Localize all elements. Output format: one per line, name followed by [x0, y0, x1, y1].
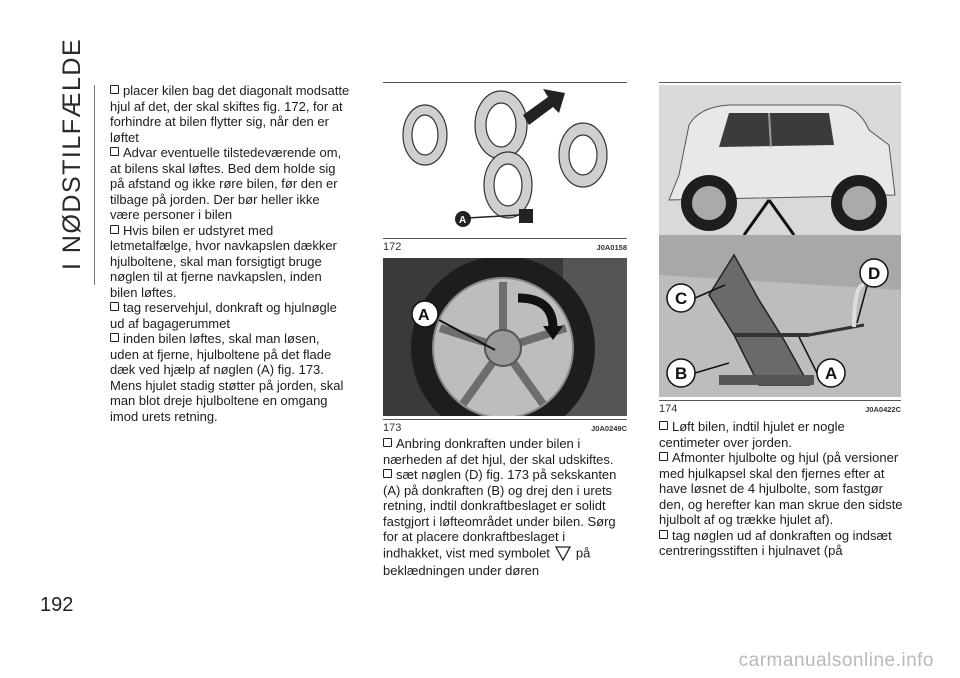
figure-173-caption-rule [383, 419, 627, 420]
checkbox-bullet-icon [659, 452, 668, 461]
checkbox-bullet-icon [110, 147, 119, 156]
figure-174-callout-b: B [675, 364, 688, 383]
section-divider [94, 85, 95, 285]
figure-174-image [659, 85, 901, 397]
figure-174-callout-a: A [825, 364, 838, 383]
figure-174-caption [659, 403, 901, 417]
list-item: Advar eventuelle tilstedeværende om, at bilens skal løftes. Bed dem holde sig på afstand og ikke røre bilen, før den er tilbage på jorden. Der bør heller ikke være personer i bilen [110, 145, 342, 222]
column-1 [110, 83, 350, 424]
figure-172-callout-a: A [459, 215, 467, 226]
checkbox-bullet-icon [659, 530, 668, 539]
checkbox-bullet-icon [110, 333, 119, 342]
checkbox-bullet-icon [659, 421, 668, 430]
tires-illustration [383, 85, 627, 235]
page-number: 192 [40, 594, 74, 616]
figure-173-code: J0A0249C [591, 424, 627, 433]
figure-174-top-rule [659, 82, 901, 83]
list-item: tag nøglen ud af donkraften og indsæt centreringsstiften i hjulnavet (på [659, 527, 892, 558]
checkbox-bullet-icon [110, 225, 119, 234]
checkbox-bullet-icon [383, 469, 392, 478]
figure-174-callout-d: D [868, 264, 881, 283]
figure-174-code: J0A0422C [865, 405, 901, 414]
figure-174-number: 174 [659, 403, 678, 415]
column-3 [659, 419, 903, 559]
checkbox-bullet-icon [110, 302, 119, 311]
figure-173-callout-a: A [418, 307, 430, 324]
list-item: tag reservehjul, donkraft og hjulnøgle ud af bagagerummet [110, 300, 337, 331]
figure-172-top-rule [383, 82, 627, 83]
list-item: sæt nøglen (D) fig. 173 på sekskanten (A) på donkraften (B) og drej den i urets retning, indtil donkraftbeslaget er solidt fastgjort i løfteområdet under bilen. Sørg for at placere donkraftbeslaget i indhakket, vist med symbolet på beklædningen under døren [383, 467, 617, 578]
figure-173-image [383, 258, 627, 416]
figure-172-caption-rule [383, 238, 627, 239]
list-item: inden bilen løftes, skal man løsen, uden at fjerne, hjulboltene på det flade dæk ved hjælp af nøglen (A) fig. 173. Mens hjulet stadig støtter på jorden, skal man blot dreje hjulboltene en omgang imod urets retning. [110, 331, 344, 424]
checkbox-bullet-icon [383, 438, 392, 447]
figure-174-callout-c: C [675, 289, 688, 308]
jack-illustration [659, 85, 901, 397]
figure-173-number: 173 [383, 422, 402, 434]
section-title: I NØDSTILFÆLDE [58, 37, 86, 270]
figure-172-caption [383, 241, 627, 255]
jack-point-triangle-icon [554, 545, 572, 563]
figure-172-number: 172 [383, 241, 402, 253]
figure-172-image [383, 85, 627, 235]
figure-173-caption [383, 422, 627, 436]
list-item: Hvis bilen er udstyret med letmetalfælge, hvor navkapslen dækker hjulboltene, skal man forsigtigt bruge nøglen til at fjerne navkapslen, inden bilen løftes. [110, 222, 337, 300]
list-item: Afmonter hjulbolte og hjul (på versioner med hjulkapsel skal den fjernes efter at have løsnet de 4 hjulbolte, som fastgør den, og herefter kan man skrue den sidste hjulbolt af og trække hjulet af). [659, 450, 903, 527]
list-item: Løft bilen, indtil hjulet er nogle centimeter over jorden. [659, 419, 845, 450]
checkbox-bullet-icon [110, 85, 119, 94]
figure-172-code: J0A0158 [596, 243, 627, 252]
column-2 [383, 436, 627, 578]
list-item: Anbring donkraften under bilen i nærheden af det hjul, der skal udskiftes. [383, 436, 614, 467]
list-item: placer kilen bag det diagonalt modsatte hjul af det, der skal skiftes fig. 172, for at forhindre at bilen flytter sig, når den er løftet [110, 83, 350, 145]
watermark: carmanualsonline.info [738, 650, 934, 671]
wheel-photo [383, 258, 627, 416]
figure-174-caption-rule [659, 400, 901, 401]
